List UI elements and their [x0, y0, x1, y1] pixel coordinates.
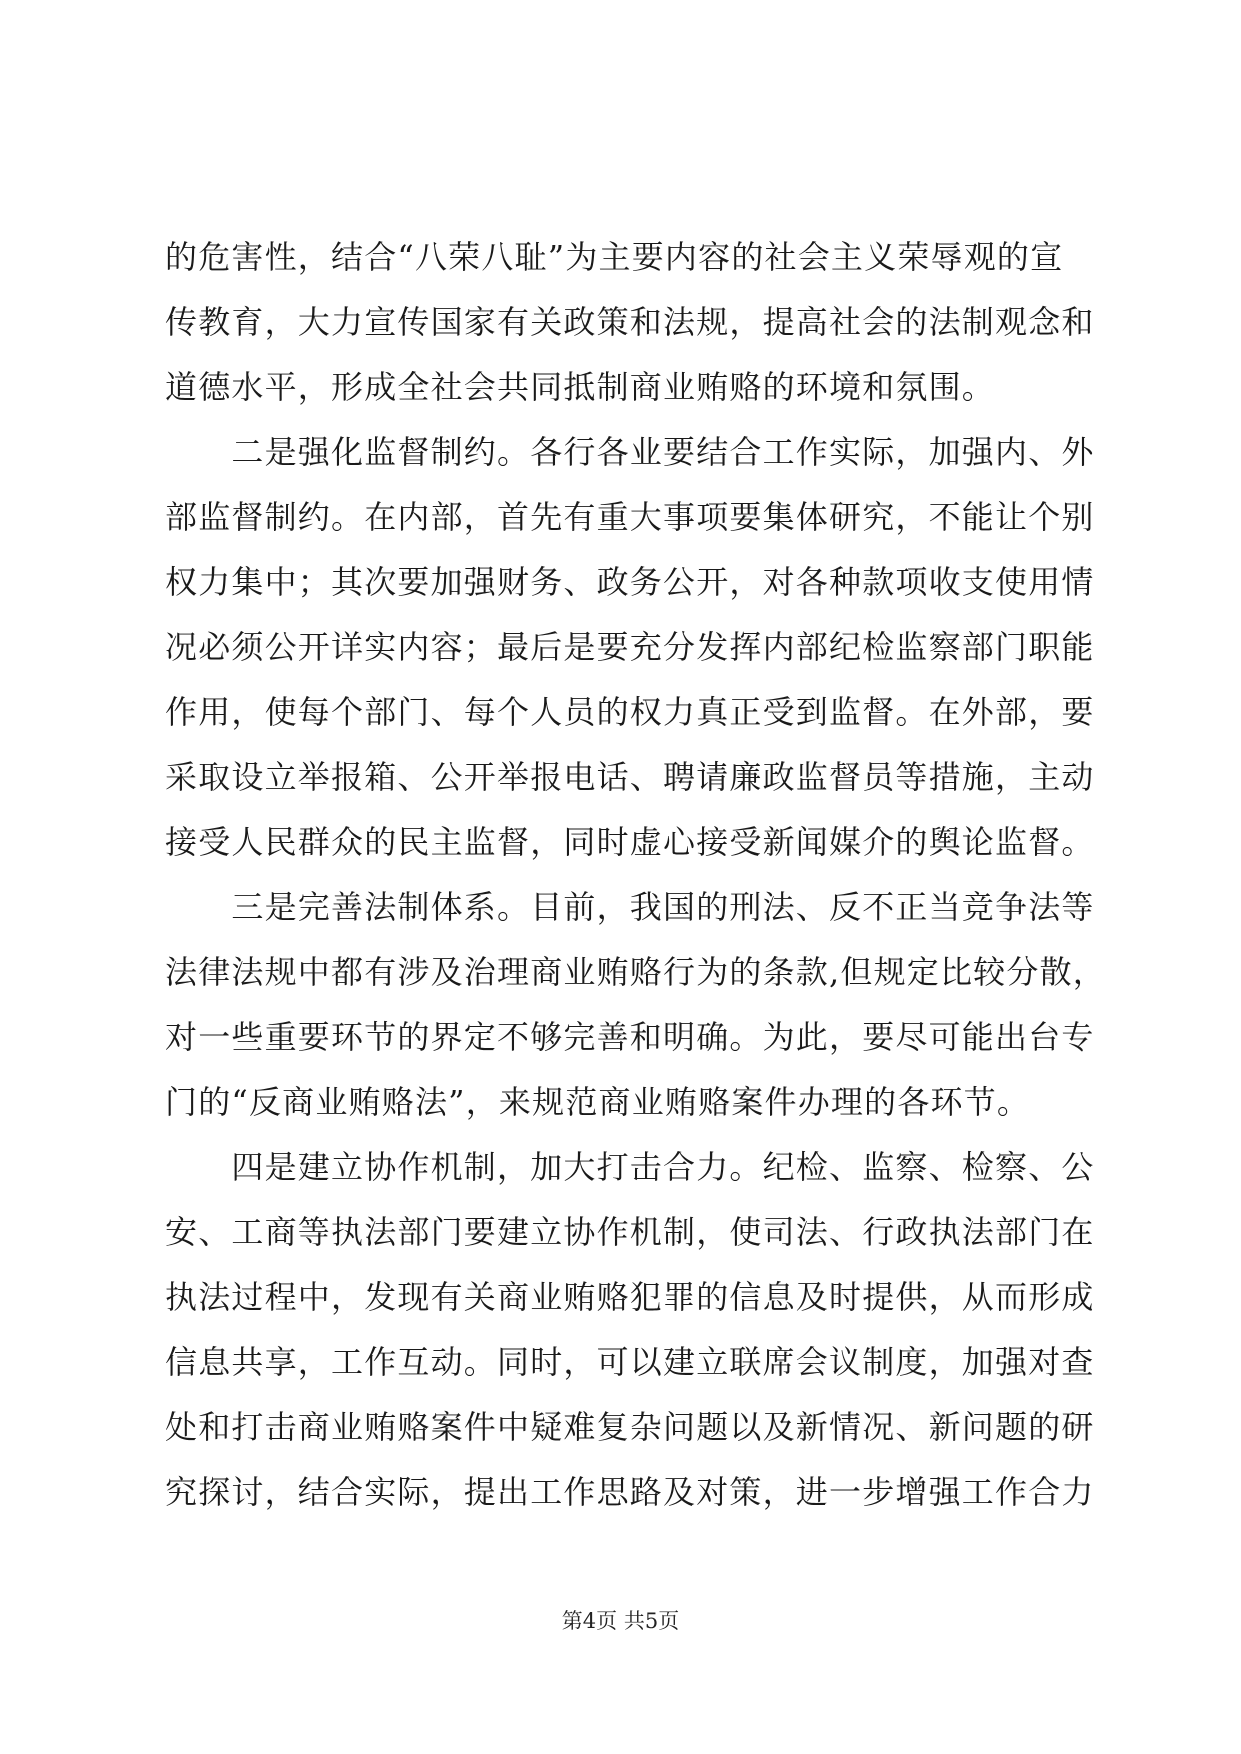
text-line: 门的“反商业贿赂法”，来规范商业贿赂案件办理的各环节。 — [165, 1083, 1031, 1121]
text-line: 二是强化监督制约。各行各业要结合工作实际，加强内、外 — [165, 433, 1095, 471]
document-body — [165, 225, 1106, 1525]
text-line: 作用，使每个部门、每个人员的权力真正受到监督。在外部，要 — [165, 693, 1095, 731]
page-number-footer: 第4页 共5页 — [561, 1609, 680, 1633]
text-line: 道德水平，形成全社会共同抵制商业贿赂的环境和氛围。 — [165, 368, 996, 406]
text-line: 处和打击商业贿赂案件中疑难复杂问题以及新情况、新问题的研 — [165, 1408, 1095, 1446]
text-line: 部监督制约。在内部，首先有重大事项要集体研究，不能让个别 — [165, 498, 1095, 536]
text-line: 信息共享，工作互动。同时，可以建立联席会议制度，加强对查 — [165, 1343, 1095, 1381]
text-line: 的危害性，结合“八荣八耻”为主要内容的社会主义荣辱观的宣 — [165, 238, 1064, 276]
text-line: 执法过程中，发现有关商业贿赂犯罪的信息及时提供，从而形成 — [165, 1278, 1095, 1316]
text-line: 传教育，大力宣传国家有关政策和法规，提高社会的法制观念和 — [165, 303, 1095, 341]
text-line: 采取设立举报箱、公开举报电话、聘请廉政监督员等措施，主动 — [165, 758, 1095, 796]
text-line: 况必须公开详实内容；最后是要充分发挥内部纪检监察部门职能 — [165, 628, 1095, 666]
text-line: 接受人民群众的民主监督，同时虚心接受新闻媒介的舆论监督。 — [165, 823, 1095, 861]
text-line: 安、工商等执法部门要建立协作机制，使司法、行政执法部门在 — [165, 1213, 1095, 1251]
text-line: 究探讨，结合实际，提出工作思路及对策，进一步增强工作合力 — [165, 1473, 1095, 1511]
text-line: 法律法规中都有涉及治理商业贿赂行为的条款,但规定比较分散， — [165, 953, 1106, 991]
text-line: 权力集中；其次要加强财务、政务公开，对各种款项收支使用情 — [165, 563, 1095, 601]
text-line: 三是完善法制体系。目前，我国的刑法、反不正当竞争法等 — [165, 888, 1095, 926]
text-line: 四是建立协作机制，加大打击合力。纪检、监察、检察、公 — [165, 1148, 1095, 1186]
text-line: 对一些重要环节的界定不够完善和明确。为此，要尽可能出台专 — [165, 1018, 1095, 1056]
